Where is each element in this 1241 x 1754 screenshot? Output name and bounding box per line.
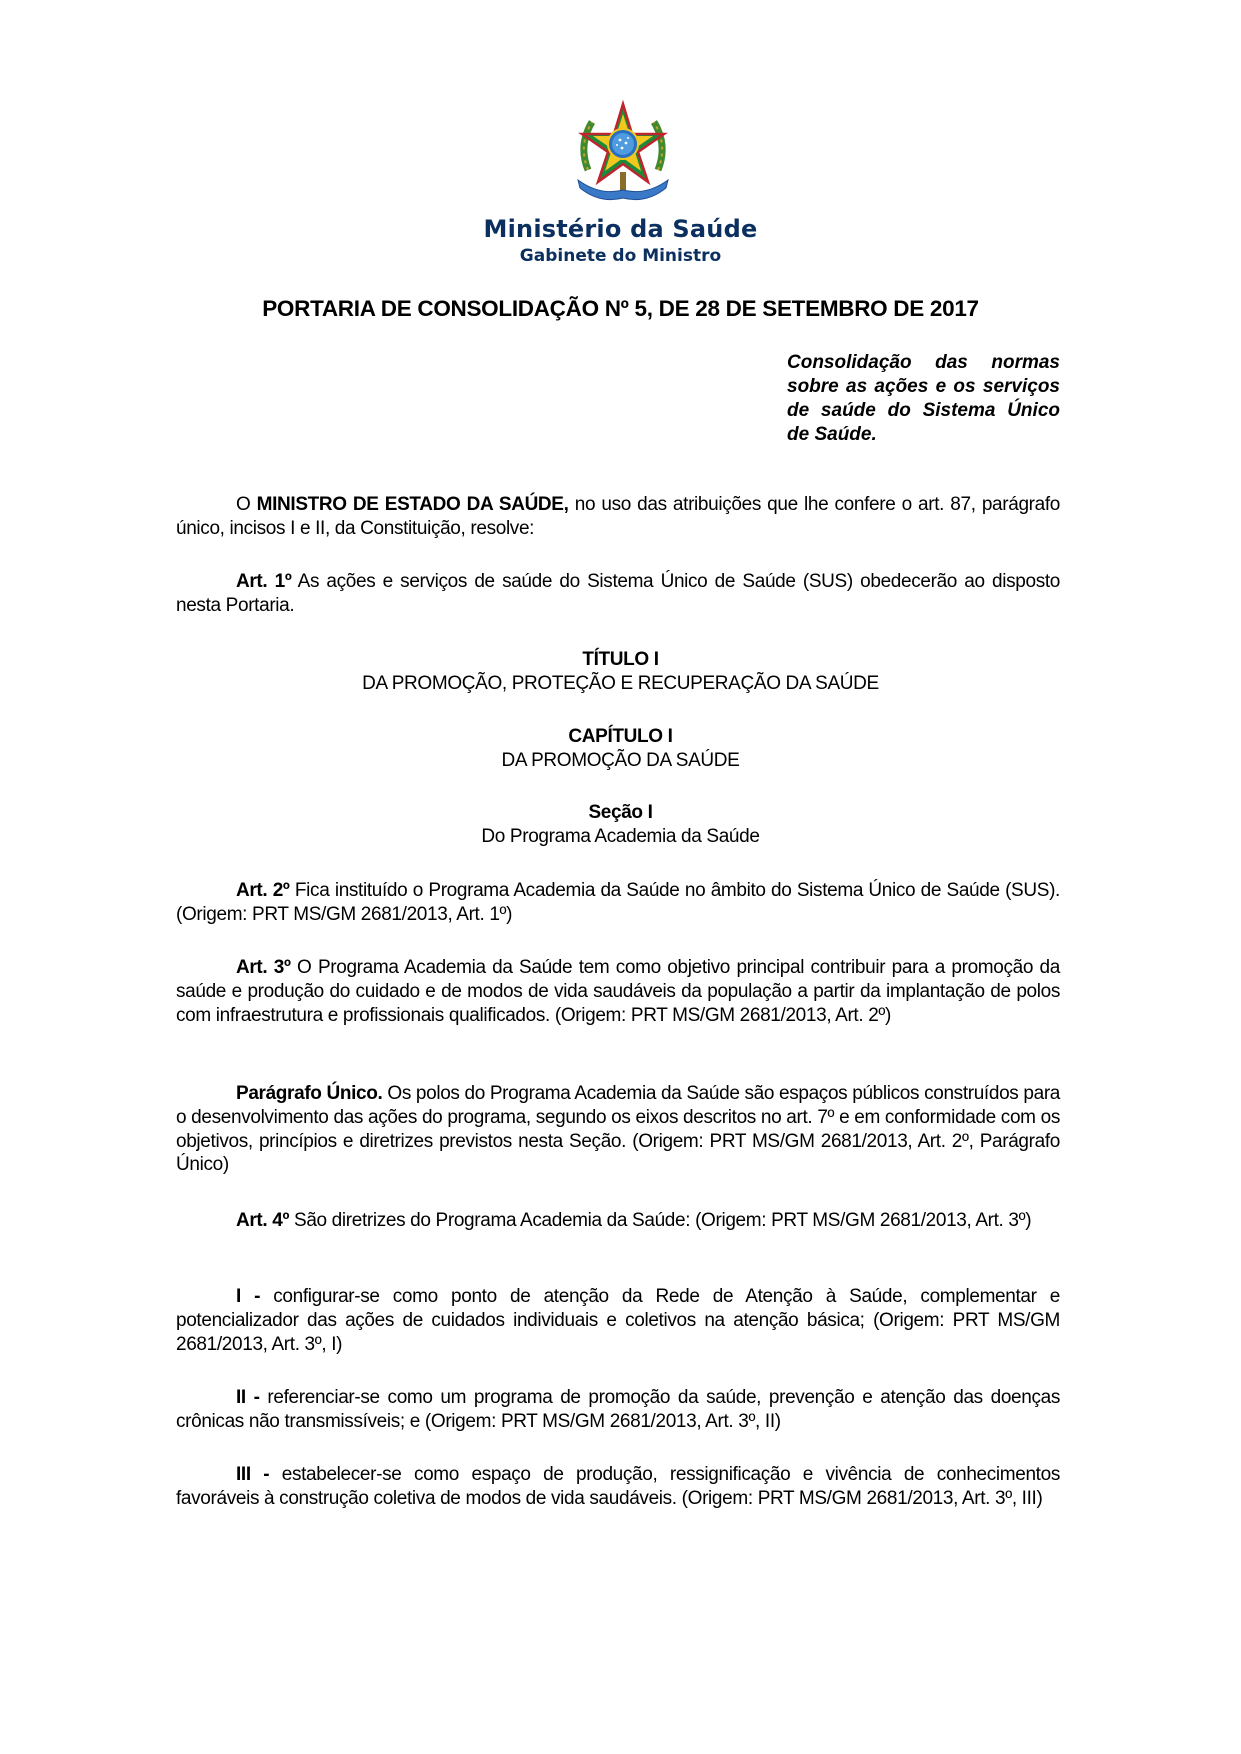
preamble-authority: MINISTRO DE ESTADO DA SAÚDE, [256,494,569,515]
article-text: São diretrizes do Programa Academia da Saúde: (Origem: PRT MS/GM 2681/2013, Art. 3º) [289,1210,1032,1231]
inciso-label: I - [236,1286,261,1307]
coat-of-arms-icon [570,100,676,206]
organization-name: Ministério da Saúde [483,215,758,243]
document-title: PORTARIA DE CONSOLIDAÇÃO Nº 5, DE 28 DE SETEMBRO DE 2017 [262,296,979,321]
titulo-text: DA PROMOÇÃO, PROTEÇÃO E RECUPERAÇÃO DA SAÚDE [362,673,879,694]
paragrafo-unico [176,1082,1060,1177]
article-label: Art. 1º [236,571,292,592]
capitulo-label: CAPÍTULO I [568,726,673,747]
inciso-1 [176,1285,1060,1356]
inciso-text: estabelecer-se como espaço de produção, ressignificação e vivência de conhecimentos favoráveis à construção coletiva de modos de vida saudáveis. (Origem: PRT MS/GM 2681/2013, Art. 3º, III) [176,1464,1060,1509]
article-text: O Programa Academia da Saúde tem como objetivo principal contribuir para a promoção da saúde e produção do cuidado e de modos de vida saudáveis da população a partir da implantação de polos com infraestrutura e profissionais qualificados. (Origem: PRT MS/GM 2681/2013, Art. 2º) [176,957,1060,1026]
article-1 [176,570,1060,618]
ementa: Consolidação das normas sobre as ações e os serviços de saúde do Sistema Único de Saúde. [787,352,1060,445]
article-3 [176,956,1060,1027]
preamble-paragraph [176,493,1060,541]
inciso-text: configurar-se como ponto de atenção da Rede de Atenção à Saúde, complementar e potencializador das ações de cuidados individuais e coletivos na atenção básica; (Origem: PRT MS/GM 2681/2013, Art. 3º, I) [176,1286,1060,1355]
secao-label: Seção I [588,802,653,823]
titulo-label: TÍTULO I [582,649,659,670]
inciso-3 [176,1463,1060,1511]
article-label: Art. 2º [236,880,290,901]
article-text: As ações e serviços de saúde do Sistema Único de Saúde (SUS) obedecerão ao disposto nesta Portaria. [176,571,1060,616]
department-name: Gabinete do Ministro [519,246,722,266]
titulo-heading [0,648,1241,696]
article-text: Fica instituído o Programa Academia da Saúde no âmbito do Sistema Único de Saúde (SUS). (Origem: PRT MS/GM 2681/2013, Art. 1º) [176,880,1060,925]
capitulo-text: DA PROMOÇÃO DA SAÚDE [501,750,740,771]
preamble-lead: O [236,494,257,515]
article-label: Art. 4º [236,1210,290,1231]
inciso-label: III - [236,1464,270,1485]
paragraph-label: Parágrafo Único. [236,1083,383,1104]
inciso-text: referenciar-se como um programa de promoção da saúde, prevenção e atenção das doenças crônicas não transmissíveis; e (Origem: PRT MS/GM 2681/2013, Art. 3º, II) [176,1387,1060,1432]
preamble-text: no uso das atribuições que lhe confere o art. 87, parágrafo único, incisos I e II, da Constituição, resolve: [176,494,1060,539]
paragraph-text: Os polos do Programa Academia da Saúde são espaços públicos construídos para o desenvolvimento das ações do programa, segundo os eixos descritos no art. 7º e em conformidade com os objetivos, princípios e diretrizes previstos nesta Seção. (Origem: PRT MS/GM 2681/2013, Art. 2º, Parágrafo Único) [176,1083,1061,1176]
article-2 [176,879,1060,927]
inciso-label: II - [236,1387,260,1408]
secao-text: Do Programa Academia da Saúde [481,826,760,847]
article-label: Art. 3º [236,957,291,978]
inciso-2 [176,1386,1060,1434]
secao-heading [0,801,1241,849]
capitulo-heading [0,725,1241,773]
article-4 [176,1209,1060,1233]
